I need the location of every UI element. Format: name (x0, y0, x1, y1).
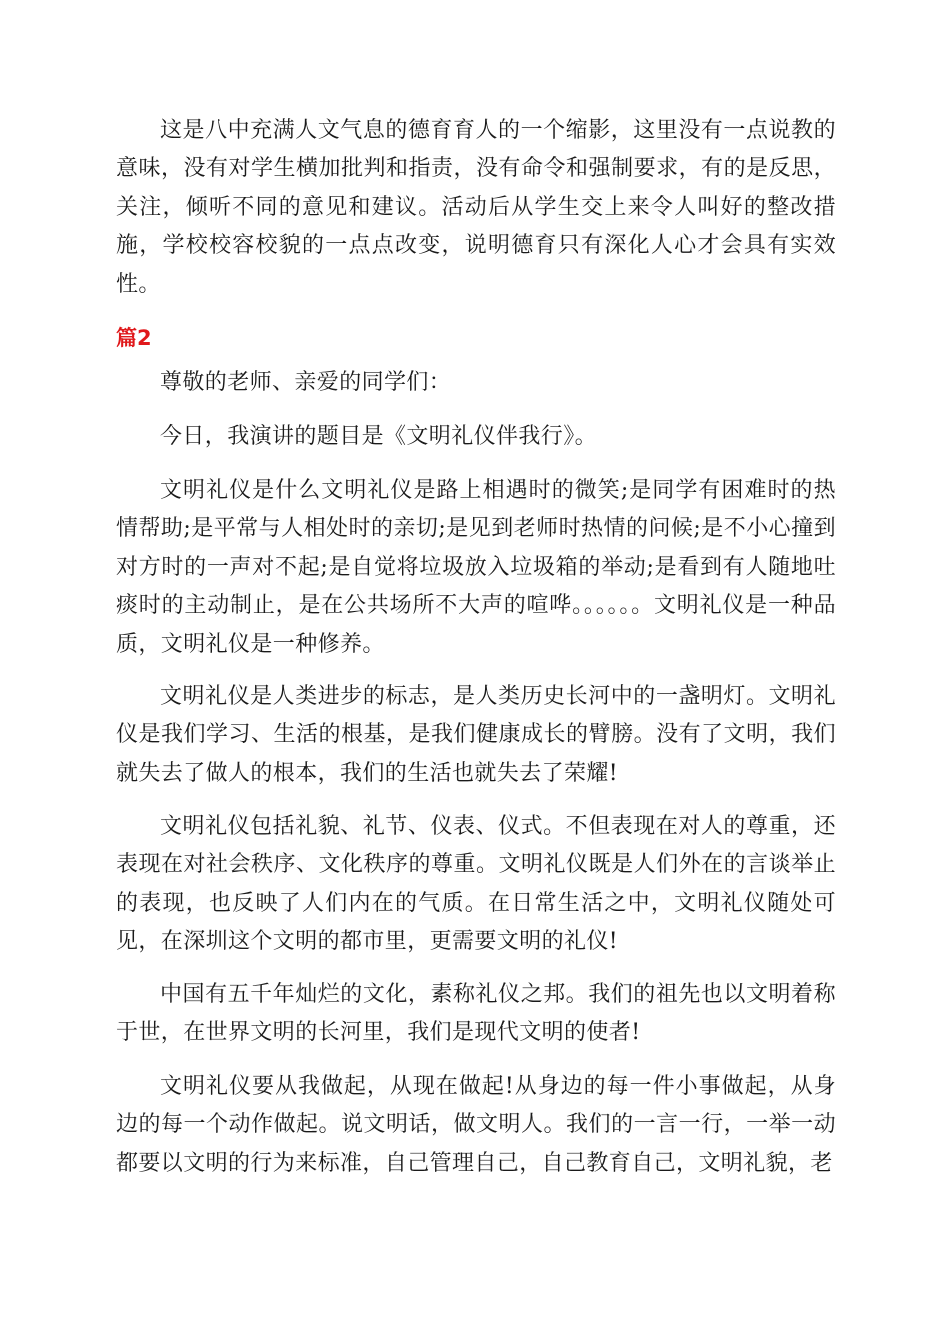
section-title: 篇2 (116, 326, 152, 350)
body-paragraph: 文明礼仪要从我做起，从现在做起!从身边的每一件小事做起，从身边的每一个动作做起。说文明话，做文明人。我们的一言一行，一举一动都要以文明的行为来标准，自己管理自己，自己教育自己，文明礼貌，老 (116, 1074, 836, 1176)
speech-topic: 今日，我演讲的题目是《文明礼仪伴我行》。 (160, 424, 598, 449)
intro-paragraph: 这是八中充满人文气息的德育育人的一个缩影，这里没有一点说教的意味，没有对学生横加批判和指责，没有命令和强制要求，有的是反思，关注，倾听不同的意见和建议。活动后从学生交上来令人叫好的整改措施，学校校容校貌的一点点改变，说明德育只有深化人心才会具有实效性。 (116, 118, 836, 297)
body-paragraph: 文明礼仪包括礼貌、礼节、仪表、仪式。不但表现在对人的尊重，还表现在对社会秩序、文化秩序的尊重。文明礼仪既是人们外在的言谈举止的表现，也反映了人们内在的气质。在日常生活之中，文明礼仪随处可见，在深圳这个文明的都市里，更需要文明的礼仪! (116, 814, 836, 955)
body-paragraph: 中国有五千年灿烂的文化，素称礼仪之邦。我们的祖先也以文明着称于世，在世界文明的长河里，我们是现代文明的使者! (116, 982, 836, 1046)
body-paragraph: 文明礼仪是什么文明礼仪是路上相遇时的微笑;是同学有困难时的热情帮助;是平常与人相处时的亲切;是见到老师时热情的问候;是不小心撞到对方时的一声对不起;是自觉将垃圾放入垃圾箱的举动;是看到有人随地吐痰时的主动制止，是在公共场所不大声的喧哗。。。。。。文明礼仪是一种品质，文明礼仪是一种修养。 (116, 478, 836, 657)
greeting-line: 尊敬的老师、亲爱的同学们： (160, 370, 452, 395)
body-paragraph: 文明礼仪是人类进步的标志，是人类历史长河中的一盏明灯。文明礼仪是我们学习、生活的根基，是我们健康成长的臂膀。没有了文明，我们就失去了做人的根本，我们的生活也就失去了荣耀! (116, 684, 836, 786)
